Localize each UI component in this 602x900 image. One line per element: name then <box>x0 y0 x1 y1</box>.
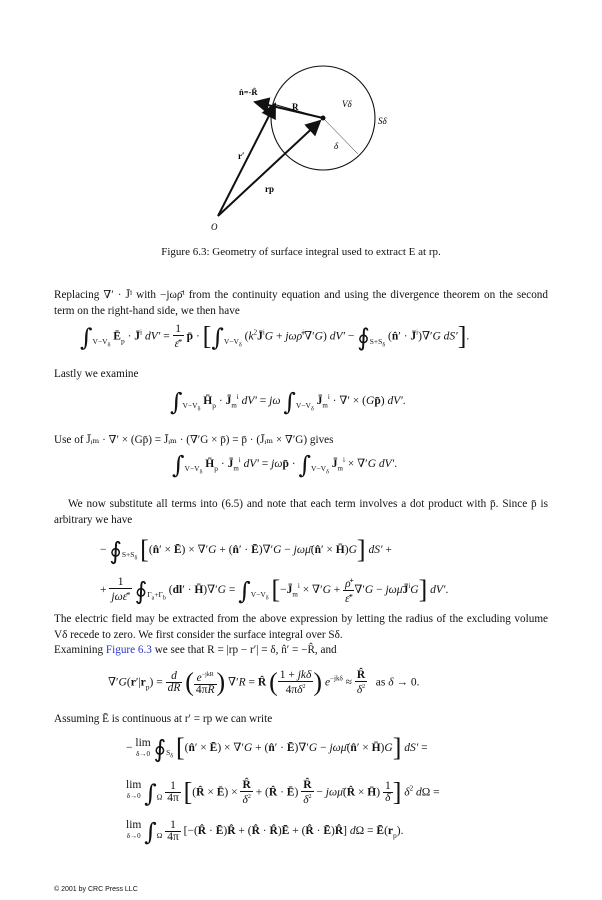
equation-2: $\int_{V-V_\delta}$ $H̄_p$ · $J̄_m^i$ dV′ = jω $\int_{V-V_\delta}$ $J̄_m^i$ · ∇′ × (Gp̄) dV′. <box>170 388 406 416</box>
equation-6b: lim δ→0 $\int_\Omega$ $\frac{1}{4\pi}$ [(R̂ × Ē) × $\frac{R̂}{\delta^2}$ + (R̂ · Ē) $\frac{R̂}{\delta^2}$ − jωμ̄(R̂ × H̄) $\frac{1}{\delta}$ ] $\delta^2$ dΩ = <box>126 777 440 808</box>
r-prime-vector <box>218 104 275 216</box>
equation-1: $\int_{V-V_\delta}$ $Ē_p$ · J̄$^i$ dV′ = $\frac{1}{\varepsilon̄^c}$ p̄ · [$\int_{V-V_\delta}$ ($k^2J̄^iG$ + jωρ̄$^i$∇′G) $dV' - ∮_{S+S_\delta}$ (n̂′ · J̄$^i$)∇′G dS′]. <box>80 321 470 352</box>
label-rp: rp <box>265 184 274 194</box>
equation-5: $\nabla'G(r'|r_p)$ = $\frac{d}{dR}$ ( $\frac{e^{-jkR}}{4\pi R}$ ) ∇′R = R̂ ( $\frac{\text{1 + jkδ}}{4\pi\delta^2}$ ) $e^{-jk\delta}$ ≈ $\frac{R̂}{\delta^2}$ as δ → 0. <box>108 667 420 697</box>
delta-radius <box>323 118 358 154</box>
equation-6a: − lim δ→0 $∮_{S_\delta}$ [(n̂′ × Ē) × ∇′G + (n̂′ · Ē)∇′G − jωμ̄(n̂′ × H̄)G] dS′ = <box>126 733 428 763</box>
copyright-footer: © 2001 by CRC Press LLC <box>54 886 138 893</box>
equation-4a: − $∮_{S+S_\delta}$ [(n̂′ × Ē) × ∇′G + (n̂′ · Ē)∇′G − jωμ̄(n̂′ × H̄)G] dS′ + <box>100 535 392 565</box>
paragraph-5b-pre: Examining <box>54 644 106 656</box>
figure-6-3-link[interactable]: Figure 6.3 <box>105 644 152 656</box>
paragraph-1: Replacing ∇′ · J̄ⁱ with −jωρ̄ⁱ from the continuity equation and using the divergence theorem on the second term on the right-hand side, we then have <box>54 289 548 317</box>
label-R: R <box>292 102 299 112</box>
paragraph-5b-post: we see that R = |rp − r′| = δ, n̂′ = −R̂, and <box>151 644 337 656</box>
paragraph-5b <box>54 643 548 659</box>
equation-3: $\int_{V-V_\delta}$ $H̄_p$ · $J̄_m^i$ dV′ = jωp̄ · $\int_{V-V_\delta}$ $J̄_m^i \times \nabla'G$ dV′. <box>172 451 398 479</box>
figure-caption: Figure 6.3: Geometry of surface integral used to extract E at rp. <box>161 246 441 258</box>
equation-6c: lim δ→0 $\int_\Omega$ $\frac{1}{4\pi}$ [−(R̂ · Ē)R̂ + (R̂ · R̂)Ē + (R̂ · Ē)R̂] $d\Omega = Ē(r_p)$. <box>126 818 404 847</box>
rp-vector <box>218 121 320 216</box>
label-n-minus-R: n̂=-R̂ <box>239 87 258 97</box>
label-V-delta: Vδ <box>342 99 352 109</box>
label-origin: O <box>211 222 218 232</box>
paragraph-2: Lastly we examine <box>54 368 139 380</box>
label-S-delta: Sδ <box>378 116 387 126</box>
geometry-figure <box>0 0 602 240</box>
paragraph-5a: The electric field may be extracted from the above expression by letting the radius of the excluding volume Vδ recede to zero. We first consider the surface integral over Sδ. <box>54 613 548 641</box>
label-delta: δ <box>334 141 339 151</box>
equation-4b: + $\frac{1}{j\omega\varepsilon̄^c}$ $∮_{\Gamma_a+\Gamma_b}$ (dl′ · H̄)∇′G = $\int_{V-V_\delta}$ [$-J̄_m^i \times \nabla'G$ + $\frac{\rhō^i}{\varepsilon̄^c}$ ∇′G − jωμ̄J̄$^i$G] dV′. <box>100 574 449 605</box>
paragraph-6: Assuming Ē is continuous at r′ = rp we can write <box>54 713 273 725</box>
label-r-prime: r′ <box>238 151 245 161</box>
paragraph-4: We now substitute all terms into (6.5) and note that each term involves a dot product with p̄. Since p̄ is arbitrary we have <box>54 498 548 526</box>
paragraph-3: Use of J̄ᵢₘ · ∇′ × (Gp̄) = J̄ᵢₘ · (∇′G × p̄) = p̄ · (J̄ᵢₘ × ∇′G) gives <box>54 434 334 446</box>
